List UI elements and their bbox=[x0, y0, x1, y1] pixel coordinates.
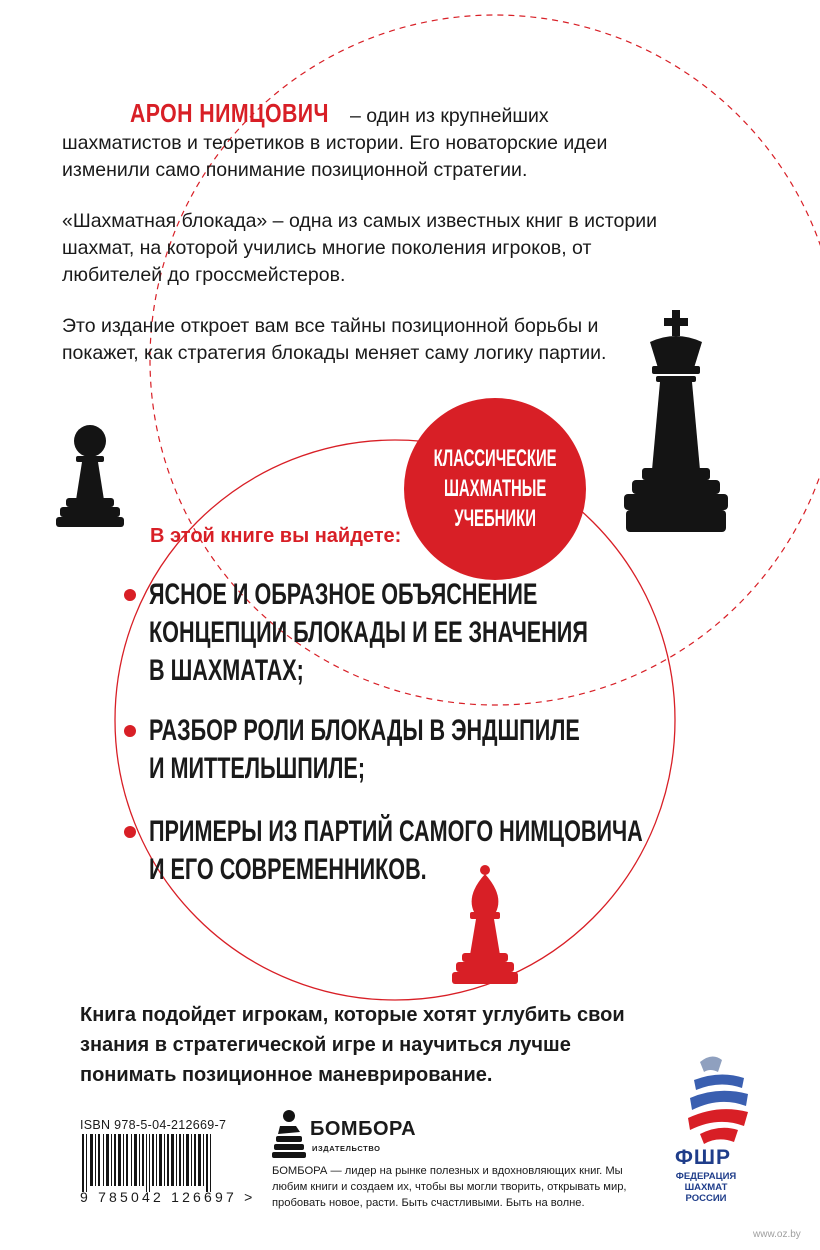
publisher-description: БОМБОРА — лидер на рынке полезных и вдохновляющих книг. Мы любим книги и создаем их, чтобы вы могли творить, открывать мир, пробовать новое, расти. Быть счастливыми. Быть на волне. bbox=[272, 1165, 627, 1209]
feature-line: ЯСНОЕ И ОБРАЗНОЕ ОБЪЯСНЕНИЕ bbox=[149, 578, 538, 611]
feature-item-2 bbox=[124, 712, 684, 788]
feature-line: И ЕГО СОВРЕМЕННИКОВ. bbox=[149, 853, 427, 886]
bombora-logo-icon bbox=[272, 1110, 306, 1158]
intro-paragraph-3: Это издание откроет вам все тайны позиционной борьбы и покажет, как стратегия блокады меняет саму логику партии. bbox=[62, 315, 607, 364]
barcode-digits: 9 785042 126697 > bbox=[80, 1189, 256, 1205]
federation-name bbox=[672, 1171, 740, 1204]
badge-line-2: ШАХМАТНЫЕ bbox=[443, 475, 547, 502]
author-name: АРОН НИМЦОВИЧ bbox=[130, 98, 329, 128]
federation-line-3: РОССИИ bbox=[685, 1193, 727, 1204]
fshr-logo-icon bbox=[688, 1056, 748, 1144]
watermark: www.oz.by bbox=[753, 1229, 801, 1240]
feature-line: В ШАХМАТАХ; bbox=[149, 654, 304, 687]
badge-line-3: УЧЕБНИКИ bbox=[454, 505, 536, 532]
bullet-dot bbox=[124, 589, 136, 601]
federation-line-2: ШАХМАТ bbox=[684, 1182, 728, 1193]
summary-text: Книга подойдет игрокам, которые хотят углубить свои знания в стратегической игре и научиться лучше понимать позиционное маневрирование. bbox=[80, 1004, 625, 1086]
feature-line: РАЗБОР РОЛИ БЛОКАДЫ В ЭНДШПИЛЕ bbox=[149, 714, 580, 747]
publisher-subtitle: ИЗДАТЕЛЬСТВО bbox=[312, 1144, 381, 1153]
feature-item-1 bbox=[124, 576, 684, 690]
features-title: В этой книге вы найдете: bbox=[150, 525, 402, 547]
feature-line: И МИТТЕЛЬШПИЛЕ; bbox=[149, 752, 366, 785]
intro-text bbox=[62, 100, 662, 391]
author-description: – один из крупнейших шахматистов и теоретиков в истории. Его новаторские идеи изменили само понимание позиционной стратегии. bbox=[62, 105, 608, 181]
federation-abbr: ФШР bbox=[675, 1146, 732, 1169]
feature-line: КОНЦЕПЦИИ БЛОКАДЫ И ЕЕ ЗНАЧЕНИЯ bbox=[149, 616, 588, 649]
badge-line-1: КЛАССИЧЕСКИЕ bbox=[433, 445, 557, 472]
bullet-dot bbox=[124, 725, 136, 737]
series-badge bbox=[404, 398, 586, 580]
isbn-label: ISBN 978-5-04-212669-7 bbox=[80, 1118, 227, 1132]
black-pawn-icon bbox=[56, 425, 124, 527]
barcode-icon bbox=[82, 1134, 211, 1192]
intro-paragraph-1 bbox=[62, 100, 662, 184]
feature-line: ПРИМЕРЫ ИЗ ПАРТИЙ САМОГО НИМЦОВИЧА bbox=[149, 815, 643, 848]
intro-paragraph-2: «Шахматная блокада» – одна из самых известных книг в истории шахмат, на которой учились многие поколения игроков, от любителей до гроссмейстеров. bbox=[62, 210, 657, 286]
federation-line-1: ФЕДЕРАЦИЯ bbox=[675, 1171, 737, 1182]
publisher-name: БОМБОРА bbox=[310, 1118, 417, 1140]
feature-item-3 bbox=[124, 813, 684, 889]
bullet-dot bbox=[124, 826, 136, 838]
